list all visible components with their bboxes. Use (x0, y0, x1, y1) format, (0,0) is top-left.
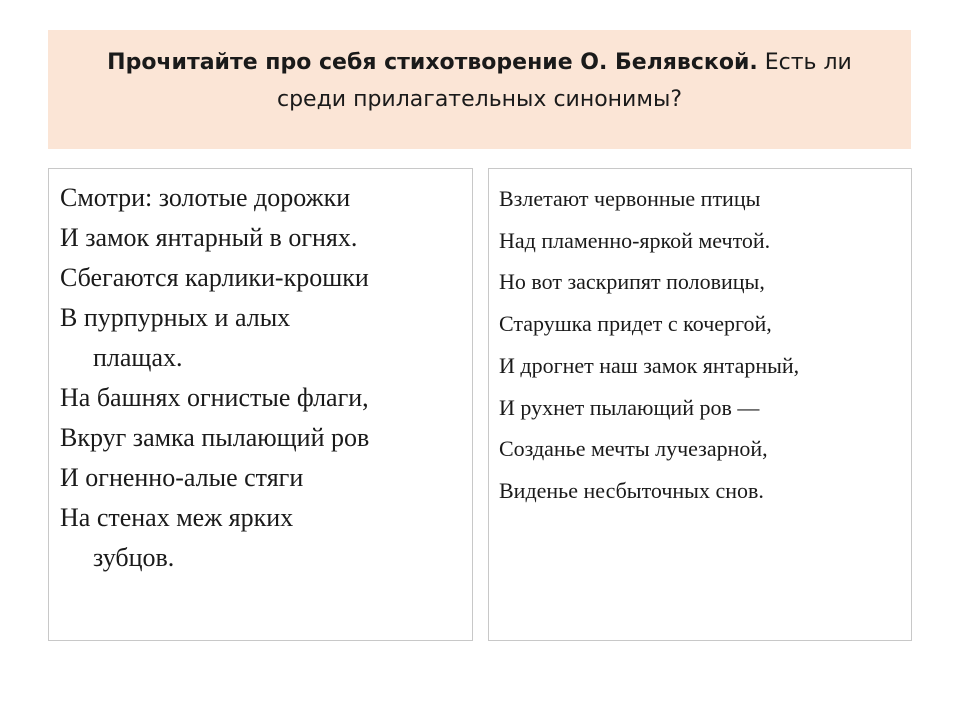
right-poem-lines (489, 169, 911, 512)
poem-line: На башнях огнистые флаги, (60, 383, 369, 412)
poem-line: Сбегаются карлики-крошки (60, 263, 369, 292)
poem-line: Смотри: золотые дорожки (60, 183, 351, 212)
poem-line-continuation: плащах. (93, 343, 183, 372)
title-regular-part-2: среди прилагательных синонимы? (276, 87, 683, 112)
left-poem-box (48, 168, 473, 641)
poem-line: Но вот заскрипят половицы, (499, 269, 765, 295)
poem-line: И замок янтарный в огнях. (60, 223, 358, 252)
poem-line: И рухнет пылающий ров — (499, 394, 760, 420)
slide-title-box (48, 30, 911, 149)
poem-line: Старушка придет с кочергой, (499, 311, 772, 337)
left-poem-lines (49, 169, 472, 578)
poem-line: Виденье несбыточных снов. (499, 477, 764, 503)
slide-title (48, 44, 911, 118)
poem-line: Над пламенно-яркой мечтой. (499, 227, 771, 253)
poem-line: Созданье мечты лучезарной, (499, 436, 768, 462)
poem-line: Вкруг замка пылающий ров (60, 423, 370, 452)
title-bold-part: Прочитайте про себя стихотворение О. Белявской. (107, 50, 758, 75)
poem-line: На стенах меж ярких (60, 503, 294, 532)
poem-line: И огненно-алые стяги (60, 463, 304, 492)
right-poem-box (488, 168, 912, 641)
poem-line: В пурпурных и алых (60, 303, 291, 332)
poem-line: Взлетают червонные птицы (499, 186, 761, 211)
poem-line-continuation: зубцов. (93, 543, 175, 572)
title-regular-part-1: Есть ли (757, 50, 852, 75)
poem-line: И дрогнет наш замок янтарный, (499, 352, 800, 378)
